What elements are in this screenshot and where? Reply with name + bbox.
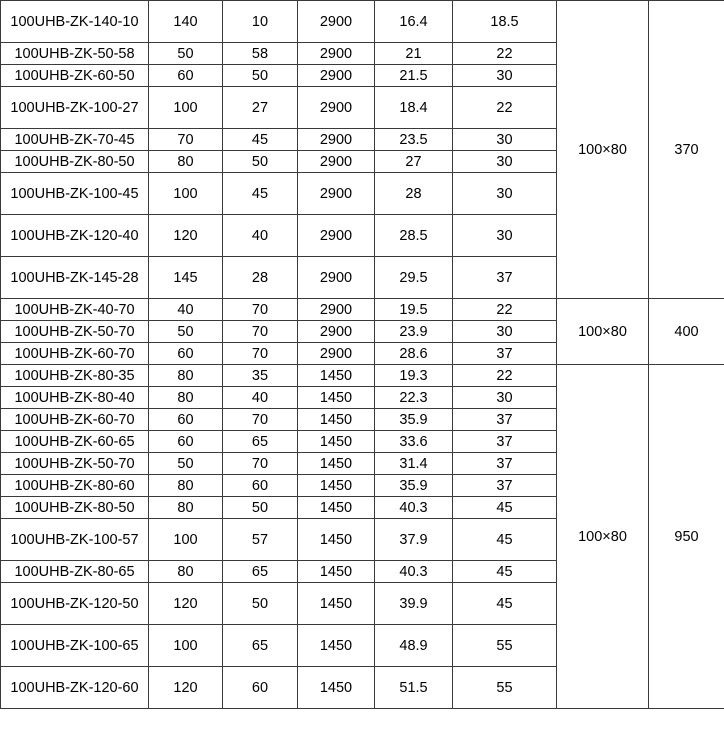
- cell-motor: 55: [453, 625, 557, 667]
- cell-head: 10: [223, 1, 298, 43]
- cell-flow: 60: [149, 409, 223, 431]
- cell-motor: 45: [453, 583, 557, 625]
- cell-speed: 2900: [298, 299, 375, 321]
- cell-motor: 30: [453, 321, 557, 343]
- cell-model: 100UHB-ZK-60-50: [1, 65, 149, 87]
- cell-model: 100UHB-ZK-60-65: [1, 431, 149, 453]
- cell-flow: 140: [149, 1, 223, 43]
- cell-power: 28.6: [375, 343, 453, 365]
- cell-head: 70: [223, 343, 298, 365]
- cell-power: 48.9: [375, 625, 453, 667]
- cell-motor: 55: [453, 667, 557, 709]
- cell-weight: 950: [649, 365, 724, 709]
- cell-power: 40.3: [375, 497, 453, 519]
- cell-speed: 1450: [298, 365, 375, 387]
- cell-motor: 30: [453, 173, 557, 215]
- cell-speed: 1450: [298, 475, 375, 497]
- cell-power: 31.4: [375, 453, 453, 475]
- cell-inlet-outlet-size: 100×80: [557, 365, 649, 709]
- cell-flow: 145: [149, 257, 223, 299]
- cell-motor: 22: [453, 87, 557, 129]
- cell-flow: 120: [149, 215, 223, 257]
- table-body: [1, 1, 724, 709]
- cell-model: 100UHB-ZK-120-50: [1, 583, 149, 625]
- cell-model: 100UHB-ZK-100-57: [1, 519, 149, 561]
- cell-motor: 45: [453, 519, 557, 561]
- cell-head: 70: [223, 321, 298, 343]
- cell-power: 21: [375, 43, 453, 65]
- cell-head: 40: [223, 387, 298, 409]
- cell-head: 35: [223, 365, 298, 387]
- cell-model: 100UHB-ZK-60-70: [1, 343, 149, 365]
- cell-flow: 60: [149, 65, 223, 87]
- cell-motor: 45: [453, 561, 557, 583]
- cell-flow: 80: [149, 497, 223, 519]
- cell-head: 50: [223, 151, 298, 173]
- cell-model: 100UHB-ZK-80-50: [1, 151, 149, 173]
- cell-flow: 50: [149, 453, 223, 475]
- cell-model: 100UHB-ZK-80-65: [1, 561, 149, 583]
- cell-head: 28: [223, 257, 298, 299]
- cell-model: 100UHB-ZK-60-70: [1, 409, 149, 431]
- cell-power: 28: [375, 173, 453, 215]
- cell-model: 100UHB-ZK-80-35: [1, 365, 149, 387]
- cell-flow: 50: [149, 43, 223, 65]
- table-row: [1, 299, 724, 321]
- cell-head: 65: [223, 561, 298, 583]
- cell-speed: 1450: [298, 561, 375, 583]
- cell-head: 70: [223, 409, 298, 431]
- cell-power: 18.4: [375, 87, 453, 129]
- cell-motor: 22: [453, 43, 557, 65]
- cell-head: 50: [223, 583, 298, 625]
- cell-head: 70: [223, 453, 298, 475]
- cell-head: 70: [223, 299, 298, 321]
- cell-model: 100UHB-ZK-50-58: [1, 43, 149, 65]
- cell-power: 29.5: [375, 257, 453, 299]
- cell-motor: 30: [453, 215, 557, 257]
- cell-speed: 2900: [298, 87, 375, 129]
- cell-power: 19.5: [375, 299, 453, 321]
- cell-flow: 50: [149, 321, 223, 343]
- cell-flow: 100: [149, 519, 223, 561]
- cell-speed: 2900: [298, 257, 375, 299]
- cell-speed: 1450: [298, 387, 375, 409]
- cell-motor: 30: [453, 129, 557, 151]
- cell-flow: 40: [149, 299, 223, 321]
- cell-model: 100UHB-ZK-120-40: [1, 215, 149, 257]
- cell-motor: 30: [453, 151, 557, 173]
- cell-flow: 80: [149, 387, 223, 409]
- cell-model: 100UHB-ZK-120-60: [1, 667, 149, 709]
- cell-speed: 2900: [298, 173, 375, 215]
- cell-model: 100UHB-ZK-40-70: [1, 299, 149, 321]
- cell-head: 60: [223, 667, 298, 709]
- cell-flow: 60: [149, 431, 223, 453]
- cell-power: 37.9: [375, 519, 453, 561]
- cell-power: 21.5: [375, 65, 453, 87]
- cell-model: 100UHB-ZK-100-45: [1, 173, 149, 215]
- cell-motor: 37: [453, 475, 557, 497]
- cell-flow: 80: [149, 365, 223, 387]
- cell-power: 23.5: [375, 129, 453, 151]
- cell-head: 58: [223, 43, 298, 65]
- cell-speed: 1450: [298, 497, 375, 519]
- cell-head: 65: [223, 625, 298, 667]
- cell-model: 100UHB-ZK-80-50: [1, 497, 149, 519]
- cell-power: 51.5: [375, 667, 453, 709]
- cell-flow: 100: [149, 87, 223, 129]
- table-row: [1, 365, 724, 387]
- cell-speed: 2900: [298, 343, 375, 365]
- cell-speed: 2900: [298, 129, 375, 151]
- cell-flow: 100: [149, 625, 223, 667]
- cell-flow: 120: [149, 667, 223, 709]
- cell-head: 27: [223, 87, 298, 129]
- cell-speed: 1450: [298, 453, 375, 475]
- cell-power: 22.3: [375, 387, 453, 409]
- cell-power: 16.4: [375, 1, 453, 43]
- cell-model: 100UHB-ZK-100-27: [1, 87, 149, 129]
- cell-speed: 2900: [298, 215, 375, 257]
- cell-inlet-outlet-size: 100×80: [557, 1, 649, 299]
- cell-speed: 1450: [298, 625, 375, 667]
- cell-motor: 22: [453, 299, 557, 321]
- cell-head: 45: [223, 129, 298, 151]
- cell-motor: 37: [453, 409, 557, 431]
- cell-power: 33.6: [375, 431, 453, 453]
- cell-power: 19.3: [375, 365, 453, 387]
- cell-power: 35.9: [375, 475, 453, 497]
- table-row: [1, 1, 724, 43]
- cell-model: 100UHB-ZK-140-10: [1, 1, 149, 43]
- cell-power: 40.3: [375, 561, 453, 583]
- cell-model: 100UHB-ZK-50-70: [1, 453, 149, 475]
- cell-power: 27: [375, 151, 453, 173]
- cell-power: 35.9: [375, 409, 453, 431]
- cell-model: 100UHB-ZK-80-40: [1, 387, 149, 409]
- cell-head: 45: [223, 173, 298, 215]
- cell-flow: 60: [149, 343, 223, 365]
- cell-model: 100UHB-ZK-50-70: [1, 321, 149, 343]
- cell-speed: 1450: [298, 431, 375, 453]
- cell-power: 28.5: [375, 215, 453, 257]
- cell-speed: 2900: [298, 151, 375, 173]
- cell-power: 23.9: [375, 321, 453, 343]
- cell-weight: 370: [649, 1, 724, 299]
- cell-speed: 1450: [298, 519, 375, 561]
- cell-motor: 22: [453, 365, 557, 387]
- cell-motor: 37: [453, 343, 557, 365]
- cell-inlet-outlet-size: 100×80: [557, 299, 649, 365]
- cell-flow: 80: [149, 561, 223, 583]
- cell-speed: 2900: [298, 1, 375, 43]
- cell-head: 65: [223, 431, 298, 453]
- cell-head: 40: [223, 215, 298, 257]
- cell-flow: 70: [149, 129, 223, 151]
- cell-flow: 80: [149, 151, 223, 173]
- cell-flow: 120: [149, 583, 223, 625]
- cell-model: 100UHB-ZK-80-60: [1, 475, 149, 497]
- cell-motor: 30: [453, 65, 557, 87]
- cell-speed: 2900: [298, 65, 375, 87]
- cell-model: 100UHB-ZK-145-28: [1, 257, 149, 299]
- cell-head: 50: [223, 497, 298, 519]
- cell-power: 39.9: [375, 583, 453, 625]
- cell-flow: 100: [149, 173, 223, 215]
- cell-speed: 1450: [298, 583, 375, 625]
- cell-head: 60: [223, 475, 298, 497]
- cell-motor: 18.5: [453, 1, 557, 43]
- cell-head: 50: [223, 65, 298, 87]
- cell-speed: 1450: [298, 409, 375, 431]
- cell-speed: 2900: [298, 43, 375, 65]
- cell-motor: 37: [453, 257, 557, 299]
- cell-flow: 80: [149, 475, 223, 497]
- cell-motor: 30: [453, 387, 557, 409]
- cell-motor: 37: [453, 431, 557, 453]
- cell-model: 100UHB-ZK-100-65: [1, 625, 149, 667]
- cell-head: 57: [223, 519, 298, 561]
- cell-speed: 2900: [298, 321, 375, 343]
- cell-speed: 1450: [298, 667, 375, 709]
- cell-motor: 45: [453, 497, 557, 519]
- cell-weight: 400: [649, 299, 724, 365]
- cell-motor: 37: [453, 453, 557, 475]
- cell-model: 100UHB-ZK-70-45: [1, 129, 149, 151]
